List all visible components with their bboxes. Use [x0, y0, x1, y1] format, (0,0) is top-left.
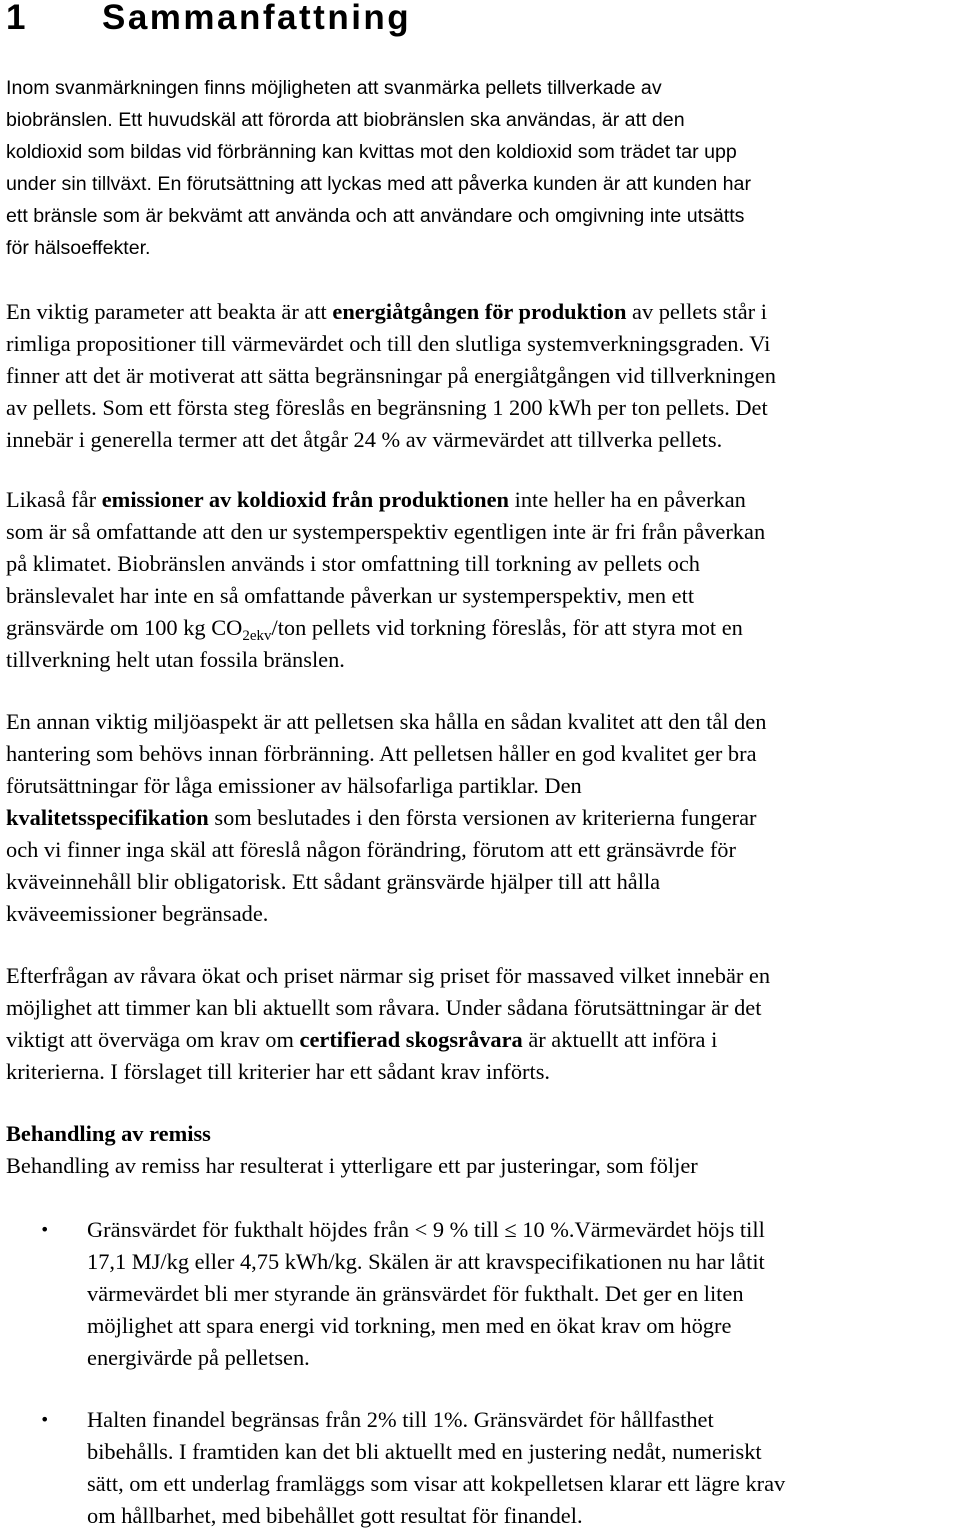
list-item-text [87, 1404, 947, 1532]
text-fragment: /ton pellets vid torkning föreslås, för att styra mot en [271, 615, 743, 640]
text-line [6, 1024, 954, 1056]
text-line [6, 484, 954, 516]
text-line: möjlighet att spara energi vid torkning, men med en ökat krav om högre [87, 1313, 732, 1338]
text-line [6, 296, 954, 328]
quality-paragraph [6, 706, 954, 930]
text-fragment: är aktuellt att införa i [522, 1027, 718, 1052]
text-line: rimliga propositioner till värmevärdet och till den slutliga systemverkningsgraden. Vi [6, 331, 771, 356]
text-line: under sin tillväxt. En förutsättning att lyckas med att påverka kunden är att kunden har [6, 173, 751, 195]
summary-paragraph-1 [6, 72, 954, 264]
emissions-paragraph [6, 484, 954, 676]
text-line: Gränsvärdet för fukthalt höjdes från < 9 % till ≤ 10 %.Värmevärdet höjs till [87, 1217, 765, 1242]
text-line: bibehålls. I framtiden kan det bli aktuellt med en justering nedåt, numeriskt [87, 1439, 762, 1464]
text-line: för hälsoeffekter. [6, 237, 151, 259]
section-heading [6, 0, 954, 36]
document-page [6, 0, 954, 1528]
text-line: koldioxid som bildas vid förbränning kan kvittas mot den koldioxid som trädet tar upp [6, 141, 737, 163]
text-line: En annan viktig miljöaspekt är att pelletsen ska hålla en sådan kvalitet att den tål den [6, 709, 767, 734]
text-line [6, 612, 954, 644]
bold-term: emissioner av koldioxid från produktionen [101, 487, 509, 512]
section-title: Sammanfattning [102, 0, 412, 37]
text-line: 17,1 MJ/kg eller 4,75 kWh/kg. Skälen är att kravspecifikationen nu har låtit [87, 1249, 765, 1274]
text-line: kväveinnehåll blir obligatorisk. Ett sådant gränsvärde hjälper till att hålla [6, 869, 661, 894]
subscript: 2ekv [242, 628, 272, 644]
text-line: Behandling av remiss har resulterat i ytterligare ett par justeringar, som följer [6, 1153, 698, 1178]
list-item-text [87, 1214, 947, 1374]
text-line: om hållbarhet, med bibehållet gott resultat för finandel. [87, 1503, 583, 1528]
text-fragment: Likaså får [6, 487, 102, 512]
text-line: biobränslen. Ett huvudskäl att förorda att biobränslen ska användas, är att den [6, 109, 685, 131]
text-line: hantering som behövs innan förbränning. Att pelletsen håller en god kvalitet ger bra [6, 741, 757, 766]
text-fragment: En viktig parameter att beakta är att [6, 299, 333, 324]
text-line: som är så omfattande att den ur systemperspektiv egentligen inte är fri från påverkan [6, 519, 766, 544]
text-line: möjlighet att timmer kan bli aktuellt som råvara. Under sådana förutsättningar är det [6, 995, 762, 1020]
text-line: bränslevalet har inte en så omfattande påverkan ur systemperspektiv, men ett [6, 583, 695, 608]
text-line: Inom svanmärkningen finns möjligheten att svanmärka pellets tillverkade av [6, 77, 662, 99]
bullet-icon: • [40, 1220, 50, 1239]
bold-term: energiåtgången för produktion [332, 299, 627, 324]
bullet-icon: • [40, 1410, 50, 1429]
text-line: innebär i generella termer att det åtgår 24 % av värmevärdet att tillverka pellets. [6, 427, 723, 452]
bold-term: kvalitetsspecifikation [6, 805, 209, 830]
raw-material-paragraph [6, 960, 954, 1088]
remiss-intro [6, 1150, 954, 1182]
text-line: Efterfrågan av råvara ökat och priset närmar sig priset för massaved vilket innebär en [6, 963, 771, 988]
text-line: värmevärdet bli mer styrande än gränsvärdet för fukthalt. Det ger en liten [87, 1281, 744, 1306]
text-line: energivärde på pelletsen. [87, 1345, 310, 1370]
subheading-remiss: Behandling av remiss [6, 1121, 211, 1146]
text-fragment: gränsvärde om 100 kg CO [6, 615, 243, 640]
text-line [6, 802, 954, 834]
energy-paragraph [6, 296, 954, 456]
bold-term: certifierad skogsråvara [299, 1027, 523, 1052]
text-fragment: av pellets står i [626, 299, 767, 324]
text-line: sätt, om ett underlag framläggs som visar att kokpelletsen klarar ett lägre krav [87, 1471, 786, 1496]
text-line: på klimatet. Biobränslen används i stor omfattning till torkning av pellets och [6, 551, 700, 576]
text-line: och vi finner inga skäl att föreslå någon förändring, förutom att ett gränsävrde för [6, 837, 736, 862]
text-line: av pellets. Som ett första steg föreslås en begränsning 1 200 kWh per ton pellets. Det [6, 395, 768, 420]
text-line: förutsättningar för låga emissioner av hälsofarliga partiklar. Den [6, 773, 582, 798]
text-line: Halten finandel begränsas från 2% till 1%. Gränsvärdet för hållfasthet [87, 1407, 714, 1432]
text-line: ett bränsle som är bekvämt att använda och att användare och omgivning inte utsätts [6, 205, 745, 227]
text-fragment: som beslutades i den första versionen av kriterierna fungerar [208, 805, 757, 830]
text-line: finner att det är motiverat att sätta begränsningar på energiåtgången vid tillverkningen [6, 363, 776, 388]
text-line: kväveemissioner begränsade. [6, 901, 269, 926]
text-line: tillverkning helt utan fossila bränslen. [6, 647, 345, 672]
section-number: 1 [6, 0, 28, 37]
text-fragment: inte heller ha en påverkan [509, 487, 746, 512]
text-fragment: viktigt att överväga om krav om [6, 1027, 300, 1052]
text-line: kriterierna. I förslaget till kriterier har ett sådant krav införts. [6, 1059, 551, 1084]
